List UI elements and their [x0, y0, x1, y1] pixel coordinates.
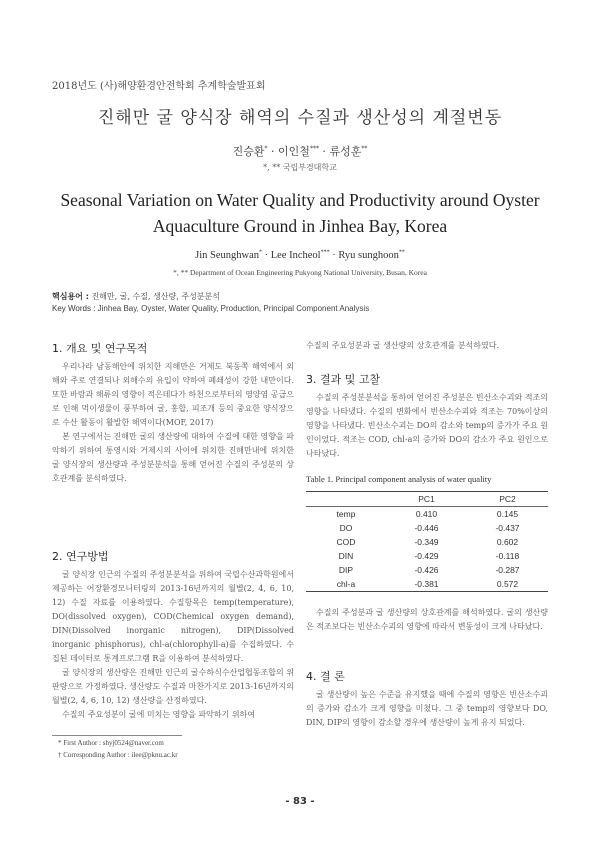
section-2-paragraph-2: 굴 양식장의 생산량은 진해만 인근의 굴수하식수산업협동조합의 위판량으로 가정하였다. 생산량도 수질과 마찬가지로 2013-16년까지의 월별(2, 4, 6, 10, 12) 생산량을 산정하였다.	[52, 668, 294, 705]
author-2-mark: ***	[309, 145, 319, 153]
author-3-mark: **	[361, 145, 368, 153]
keywords-english-label: Key Words :	[52, 304, 96, 313]
table-cell-pc2: -0.118	[495, 551, 520, 561]
keywords-english-text: Jinhea Bay, Oyster, Water Quality, Production, Principal Component Analysis	[97, 304, 370, 313]
author-en-1: Jin Seunghwan	[195, 250, 259, 261]
table-cell-pc2: -0.287	[495, 565, 520, 575]
footnote-1	[58, 739, 164, 747]
footnote-1-mark: *	[58, 739, 62, 747]
english-authors	[0, 250, 600, 261]
table-row	[306, 563, 548, 577]
table-cell-variable: DO	[339, 523, 353, 533]
author-en-3-mark: **	[398, 249, 405, 256]
footnote-1-text: First Author : shyj0524@naver.com	[63, 739, 164, 747]
table-cell-pc2: 0.572	[467, 577, 548, 592]
table-row	[306, 577, 548, 592]
keywords-korean-label: 핵심용어 :	[52, 292, 89, 301]
section-3-heading: 3. 결과 및 고찰	[306, 373, 381, 386]
section-1-paragraph-2: 본 연구에서는 진해만 굴의 생산량에 대하여 수질에 대한 영향을 파악하기 위하여 통영시와 거제시의 사이에 위치한 진해만내에 위치한 굴 양식장의 생산량과 주성분분석을 통해 얻어진 수질의 주성분의 상호관계를 분석하였다.	[52, 432, 294, 483]
english-affiliation: *, ** Department of Ocean Engineering Pukyong National University, Busan, Korea	[173, 268, 427, 277]
table-1-header-row	[306, 492, 548, 507]
section-1-paragraph-1: 우리나라 남동해안에 위치한 지해만은 거제도 북동쪽 해역에서 외해와 주로 연결되나 외해수의 유입이 약하여 폐쇄성이 강한 내만이다. 또한 바람과 해류의 영향이 적은데다가 하천으로부터의 영양염 공급으로 인해 먹이생물이 풍부하여 굴, 홍합, 피조개 등의 중요한 양식장으로 수산 활동이 활발한 해역이다(MOF, 2017)	[52, 362, 294, 427]
table-cell-variable: temp	[336, 509, 356, 519]
footnote-divider	[52, 735, 182, 736]
table-row	[306, 507, 548, 522]
table-1-header-pc2: PC2	[467, 492, 548, 507]
korean-title: 진해만 굴 양식장 해역의 수질과 생산성의 계절변동	[97, 108, 503, 128]
table-1-header-blank	[306, 492, 386, 507]
section-2	[52, 548, 294, 722]
table-cell-pc2: 0.145	[496, 509, 519, 519]
table-1-caption: Table 1. Principal component analysis of water quality	[306, 474, 492, 484]
table-cell-pc2: -0.437	[495, 523, 520, 533]
page-number: - 83 -	[285, 796, 315, 807]
author-sep-1: ·	[267, 145, 279, 158]
table-cell-pc1: -0.426	[414, 565, 439, 575]
table-row	[306, 535, 548, 549]
footnote-2-text: Corresponding Author : ilee@pknu.ac.kr	[63, 751, 178, 759]
author-en-3: Ryu sunghoon	[338, 250, 399, 261]
author-1: 진승환	[232, 145, 265, 158]
section-4	[306, 668, 548, 730]
author-sep-2: ·	[318, 145, 330, 158]
section-3	[306, 371, 548, 461]
korean-affiliation: *, ** 국립부경대학교	[263, 163, 337, 172]
korean-authors	[0, 143, 600, 159]
table-cell-pc1: -0.349	[414, 537, 439, 547]
author-en-2-mark: ***	[320, 249, 330, 256]
table-cell-pc1: -0.446	[414, 523, 439, 533]
section-1-heading: 1. 개요 및 연구목적	[52, 342, 148, 355]
keywords-english	[52, 304, 369, 313]
conference-header: 2018년도 (사)해양환경안전학회 추계학술발표회	[52, 81, 266, 92]
english-title: Seasonal Variation on Water Quality and Productivity around Oyster Aquaculture Ground in Jinhea Bay, Korea	[60, 190, 540, 236]
section-1	[52, 340, 294, 486]
author-en-sep-2: ·	[329, 250, 339, 261]
section-4-paragraph-1: 굴 생산량이 높은 수준을 유지했을 때에 수질의 영향은 빈산소수괴의 증가와 감소가 크게 영향을 미쳤다. 그 중 temp의 영향보다 DO, DIN, DIP의 영향이 감소할 경우에 생산량이 높게 유지 되었다.	[306, 690, 548, 727]
table-cell-variable: COD	[336, 537, 356, 547]
table-1	[306, 491, 548, 592]
table-row	[306, 521, 548, 535]
keywords-korean	[52, 291, 220, 302]
table-cell-variable: DIN	[338, 551, 354, 561]
author-en-2: Lee Incheol	[270, 250, 321, 261]
section-3-paragraph-1: 수질의 주성분분석을 통하여 얻어진 주성분은 빈산소수괴와 적조의 영향을 나타냈다. 수질의 변화에서 빈산소수괴와 적조는 70%이상의 영향을 나타냈다. 빈산소수괴는 DO의 감소와 temp의 증가가 주요 원인이었다. 적조는 COD, chl-a의 증가와 DO의 감소가 주요 원인으로 나타났다.	[306, 393, 548, 458]
right-column-intro: 수질의 주요성분과 굴 생산량의 상호관계를 분석하였다.	[306, 341, 499, 350]
table-cell-variable: chl-a	[306, 577, 386, 592]
section-2-heading: 2. 연구방법	[52, 550, 109, 563]
author-en-sep-1: ·	[261, 250, 271, 261]
footnote-2	[58, 751, 178, 759]
table-cell-pc1: -0.381	[386, 577, 467, 592]
section-4-heading: 4. 결 론	[306, 670, 345, 683]
author-1-mark: *	[264, 145, 268, 153]
section-2-paragraph-1: 굴 양식장 인근의 수질의 주성분분석을 위하여 국립수산과학원에서 제공하는 어장환경모니터링의 2013-16년까지의 월별(2, 4, 6, 10, 12) 수질 자료를 이용하였다. 수질항목은 temp(temperature), DO(dissolved oxygen), COD(Chemical oxygen demand), DIN(Dissolved inorganic nitrogen), DIP(Dissolved inorganic phisphorus), chl-a(chlorophyll-a)를 수집하였다. 수집된 데이터로 통계프로그램 R을 이용하여 분석하였다.	[52, 570, 294, 663]
table-cell-variable: DIP	[338, 565, 354, 575]
section-2-paragraph-3: 수질의 주요성분이 굴에 미치는 영향을 파악하기 위하여	[62, 710, 255, 719]
table-cell-pc2: 0.602	[496, 537, 519, 547]
table-cell-pc1: -0.429	[414, 551, 439, 561]
table-cell-pc1: 0.410	[415, 509, 438, 519]
table-1-header-pc1: PC1	[386, 492, 467, 507]
footnote-2-mark: †	[58, 751, 62, 759]
table-interpretation: 수질의 주성분과 굴 생산량의 상호관계를 해석하였다. 굴의 생산량은 적조보다는 빈산소수괴의 영향에 따라서 변동성이 크게 나타났다.	[306, 608, 548, 631]
author-2: 이인철	[278, 145, 310, 158]
author-3: 류성훈	[329, 145, 362, 158]
keywords-korean-text: 진해만, 굴, 수질, 생산량, 주성분분석	[91, 292, 220, 301]
author-en-1-mark: *	[258, 249, 262, 256]
table-row	[306, 549, 548, 563]
